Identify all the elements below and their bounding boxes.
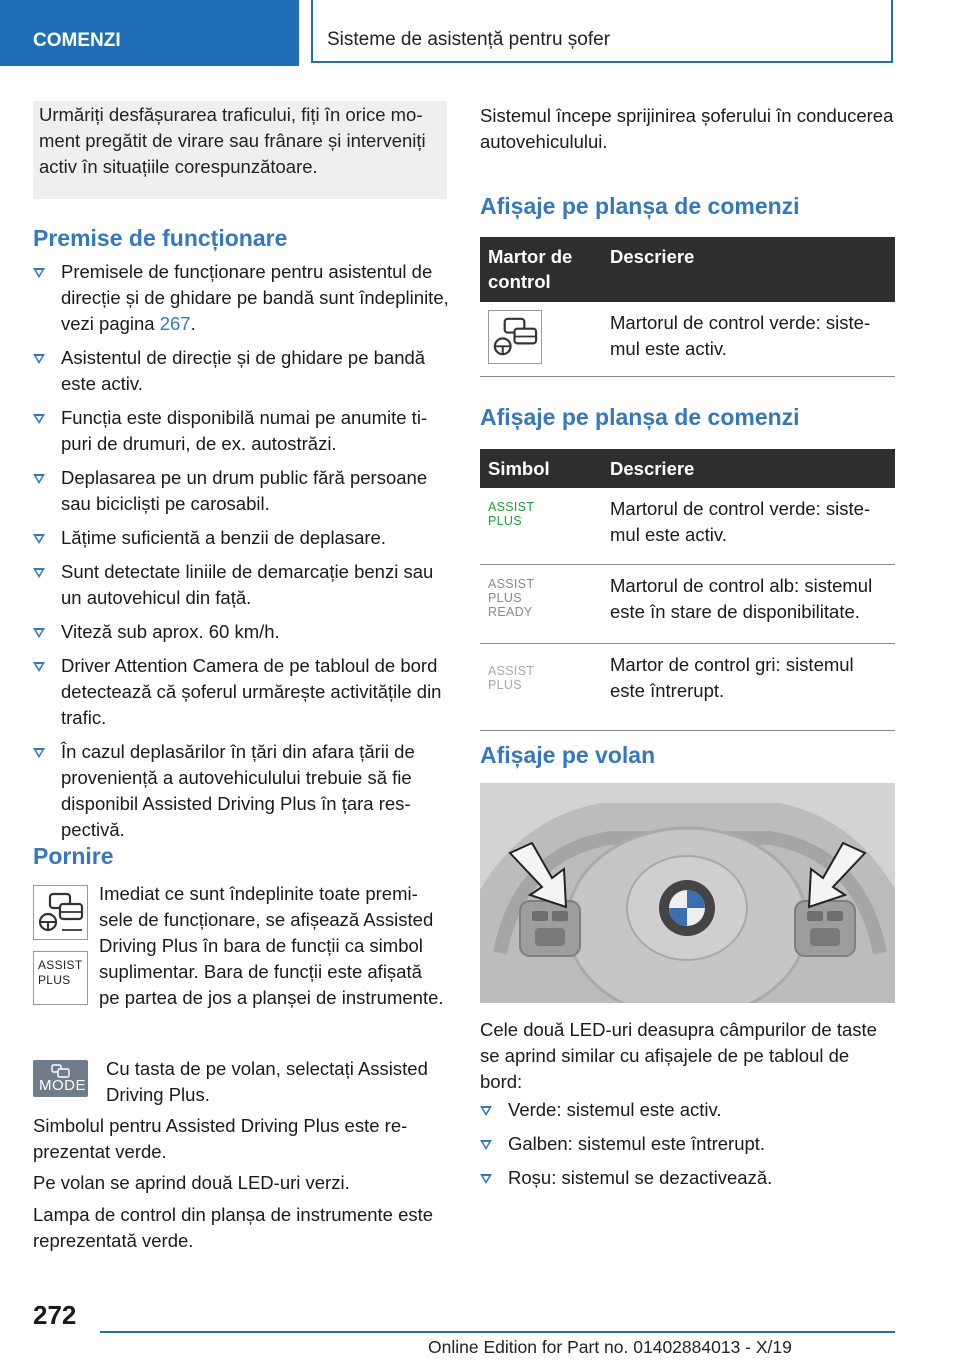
steering-assist-icon [488,310,542,364]
pornire-para-1: Simbolul pentru Assisted Driving Plus este reprezentat verde. [33,1115,408,1162]
pornire-para-3: Lampa de control din planșa de instrumente este reprezentată verde. [33,1204,434,1251]
list-item: Premisele de funcționare pentru asistentul de direcție și de ghidare pe bandă sunt îndeplinite, vezi pagina 267. [33,259,449,337]
pornire-para-2: Pe volan se aprind două LED-uri verzi. [33,1172,350,1193]
table-header-cell: Simbol [480,449,602,488]
triangle-bullet-icon [33,534,45,544]
table-row [480,565,895,644]
right-intro: Sistemul începe sprijinirea șoferului în conducerea autovehiculului. [480,105,894,152]
table-cell: Martor de control gri: sistemul este întrerupt. [602,644,895,731]
triangle-bullet-icon [33,414,45,424]
list-item: Funcția este disponibilă numai pe anumite tipuri de drumuri, de ex. autostrăzi. [33,405,449,457]
warning-note-text: Urmăriți desfășurarea traficului, fiți în orice moment pregătit de virare sau frânare și interveniți activ în situațiile corespunzătoare. [39,104,426,177]
table-row [480,302,895,377]
footer-divider [100,1331,895,1333]
assist-plus-grey-icon: ASSIST PLUS [488,664,535,692]
pornire-heading: Pornire [33,843,114,869]
triangle-bullet-icon [480,1106,492,1116]
triangle-bullet-icon [480,1174,492,1184]
premise-heading: Premise de funcționare [33,225,288,251]
section-label: COMENZI [33,30,121,51]
list-item: Driver Attention Camera de pe tabloul de bord detectează că șoferul urmărește activitățile din trafic. [33,653,449,731]
warning-note [33,101,447,199]
chapter-title: Sisteme de asistență pentru șofer [327,29,611,50]
mode-button-icon [33,1060,88,1097]
table-row [480,488,895,565]
list-item: Viteză sub aprox. 60 km/h. [33,619,449,645]
page-number: 272 [33,1300,77,1330]
table-cell: Martorul de control verde: sistemul este activ. [602,488,895,565]
chapter-header [311,0,893,63]
steering-wheel-heading: Afișaje pe volan [480,742,656,768]
assist-plus-ready-icon: ASSIST PLUS READY [488,577,535,619]
section-tab[interactable] [0,0,299,66]
list-item: Sunt detectate liniile de demarcație benzi sau un autovehicul din față. [33,559,449,611]
list-item: Galben: sistemul este întrerupt. [480,1131,895,1157]
indicator-table-1 [480,237,895,377]
table-header-cell: Martor de control [480,237,602,302]
pornire-text-2: Cu tasta de pe volan, selectați Assisted Driving Plus. [106,1058,428,1105]
list-item: Roșu: sistemul se dezactivează. [480,1165,895,1191]
triangle-bullet-icon [33,628,45,638]
steering-assist-icon [33,885,88,940]
triangle-bullet-icon [33,354,45,364]
table-header-cell: Descriere [602,237,895,302]
triangle-bullet-icon [33,748,45,758]
wheel-led-text: Cele două LED-uri deasupra câmpurilor de taste se aprind similar cu afișajele de pe tabloul de bord: [480,1019,877,1092]
table-cell: Martorul de control alb: sistemul este în stare de disponibilitate. [602,565,895,644]
triangle-bullet-icon [33,662,45,672]
control-display-heading-1: Afișaje pe planșa de comenzi [480,193,800,219]
pornire-text-1: Imediat ce sunt îndeplinite toate premisele de funcționare, se afișează Assisted Driving Plus în bara de funcții ca simbol suplimentar. Bara de funcții este afișată pe partea de jos a planșei de instrumente. [99,883,444,1008]
triangle-bullet-icon [33,568,45,578]
indicator-table-2 [480,449,895,731]
list-item: În cazul deplasărilor în țări din afara țării de proveniență a autovehiculului trebuie să fie disponibil Assisted Driving Plus în țara respectivă. [33,739,449,843]
list-item: Asistentul de direcție și de ghidare pe bandă este activ. [33,345,449,397]
assist-plus-icon: ASSIST PLUS [33,951,88,1005]
list-item: Verde: sistemul este activ. [480,1097,895,1123]
triangle-bullet-icon [33,474,45,484]
mode-label: MODE [39,1077,86,1094]
list-item: Deplasarea pe un drum public fără persoane sau bicicliști pe carosabil. [33,465,449,517]
table-header-cell: Descriere [602,449,895,488]
control-display-heading-2: Afișaje pe planșa de comenzi [480,404,800,430]
table-cell: Martorul de control verde: sistemul este activ. [602,302,895,377]
table-row [480,644,895,731]
triangle-bullet-icon [33,268,45,278]
list-item: Lățime suficientă a benzii de deplasare. [33,525,449,551]
steering-wheel-illustration [480,783,895,1003]
led-list [480,1097,895,1199]
page-reference-link[interactable]: 267 [159,313,191,334]
premise-list [33,259,449,851]
triangle-bullet-icon [480,1140,492,1150]
assist-plus-green-icon: ASSIST PLUS [488,500,535,528]
edition-text: Online Edition for Part no. 01402884013 - X/19 [428,1337,792,1357]
